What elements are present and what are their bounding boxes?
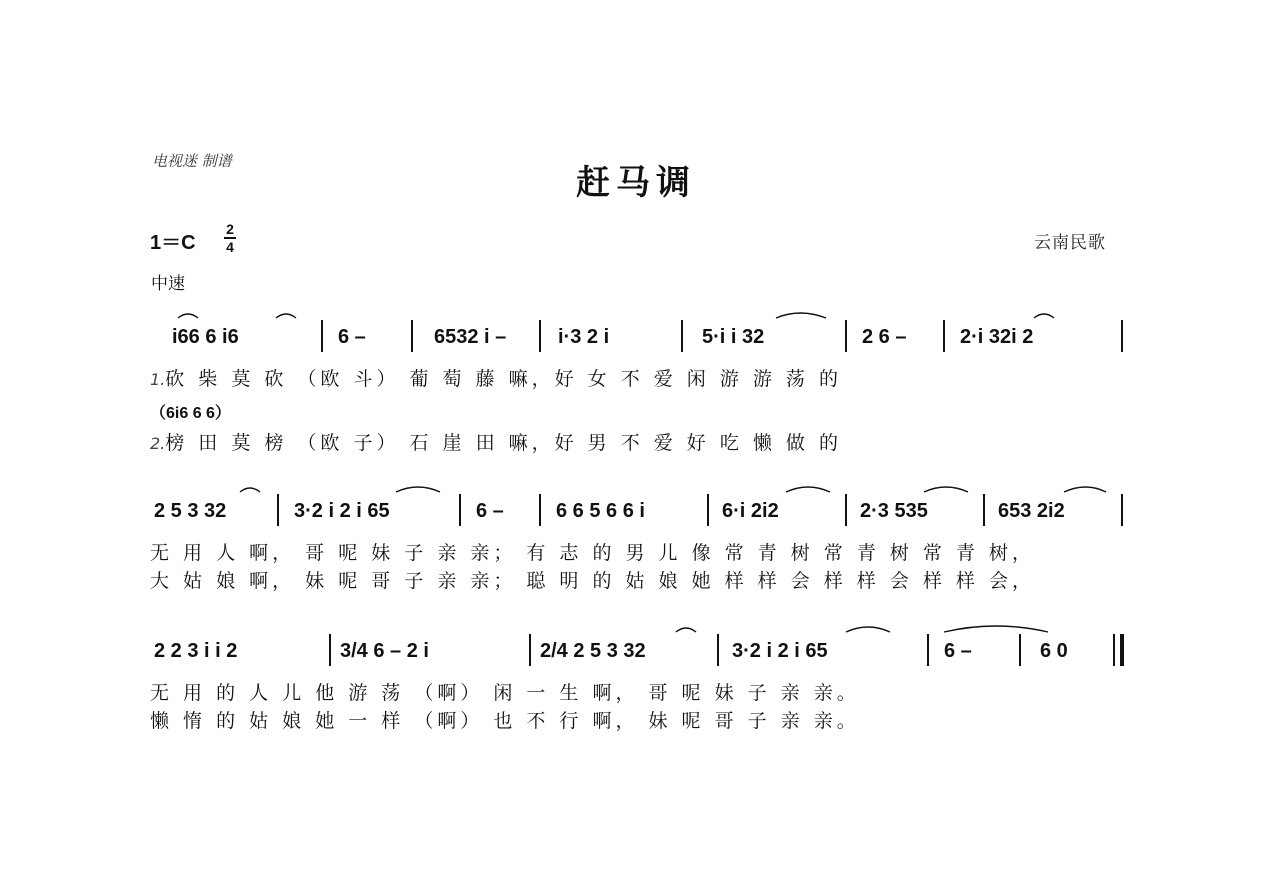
slur	[1064, 487, 1106, 492]
measure: 6532 i –	[434, 326, 507, 348]
transcriber-credit: 电视迷 制谱	[152, 152, 232, 170]
system-1-lyric-1: 1.砍 柴 莫 砍 （欧 斗） 葡 萄 藤 嘛，好 女 不 爱 闲 游 游 荡 的	[150, 368, 842, 390]
system-3-lyric-1: 无 用 的 人 儿 他 游 荡 （啊） 闲 一 生 啊， 哥 呢 妹 子 亲 亲。	[150, 682, 860, 704]
slur	[240, 488, 260, 492]
song-title: 赶马调	[576, 163, 696, 203]
measure: 6 0	[1040, 640, 1068, 662]
slur	[276, 314, 296, 318]
measure: i·3 2 i	[558, 326, 610, 348]
measure: 5·i i 32	[702, 326, 765, 348]
system-1-lyric-2: 2.榜 田 莫 榜 （欧 子） 石 崖 田 嘛，好 男 不 爱 好 吃 懒 做 的	[150, 432, 842, 454]
song-origin: 云南民歌	[1034, 233, 1106, 253]
measure: 653 2i2	[998, 500, 1065, 522]
slur	[1034, 314, 1054, 318]
slur	[786, 487, 830, 492]
measure: 6 –	[338, 326, 366, 348]
system-2-lyric-2: 大 姑 娘 啊， 妹 呢 哥 子 亲 亲； 聪 明 的 姑 娘 她 样 样 会 样 样 会 样 样 会，	[150, 570, 1035, 592]
slur	[924, 487, 968, 492]
variant-notes: （6i6 6 6）	[150, 405, 231, 422]
time-signature-top: 2	[226, 221, 234, 237]
measure: 2 6 –	[862, 326, 907, 348]
slur	[944, 626, 1048, 632]
measure: 6 –	[944, 640, 972, 662]
measure: 2 5 3 32	[154, 500, 227, 522]
measure: 2·i 32i 2	[960, 326, 1034, 348]
measure: 2/4 2 5 3 32	[540, 640, 646, 662]
measure: 6 –	[476, 500, 504, 522]
slur	[396, 487, 440, 492]
slur	[178, 314, 198, 318]
time-signature-bottom: 4	[226, 239, 234, 255]
measure: 2·3 535	[860, 500, 928, 522]
tempo-marking: 中速	[151, 274, 185, 294]
measure: 3·2 i 2 i 65	[732, 640, 828, 662]
slur	[846, 627, 890, 632]
measure: 2 2 3 i i 2	[154, 640, 238, 662]
system-3-lyric-2: 懒 惰 的 姑 娘 她 一 样 （啊） 也 不 行 啊， 妹 呢 哥 子 亲 亲。	[150, 710, 860, 732]
slur	[676, 628, 696, 632]
measure: 6·i 2i2	[722, 500, 779, 522]
system-2-lyric-1: 无 用 人 啊， 哥 呢 妹 子 亲 亲； 有 志 的 男 儿 像 常 青 树 常 青 树 常 青 树，	[150, 542, 1035, 564]
measure: 3·2 i 2 i 65	[294, 500, 390, 522]
measure: 6 6 5 6 6 i	[556, 500, 645, 522]
measure: i66 6 i6	[172, 326, 239, 348]
key-signature: 1＝C	[150, 232, 196, 254]
measure: 3/4 6 – 2 i	[340, 640, 429, 662]
slur	[776, 313, 826, 318]
